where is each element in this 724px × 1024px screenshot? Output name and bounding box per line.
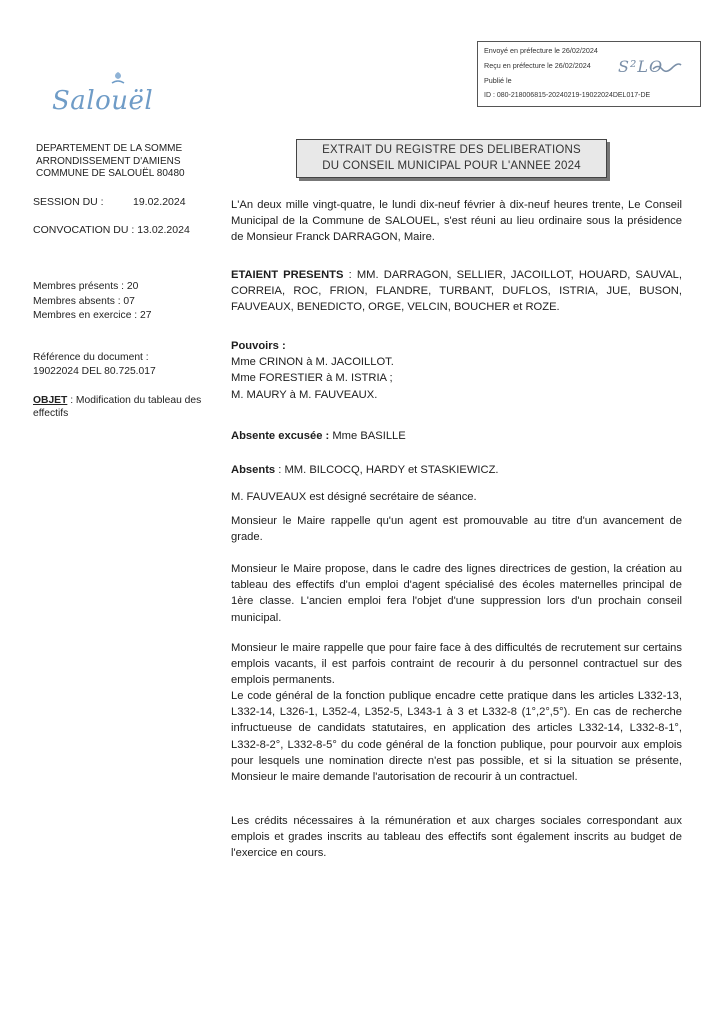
absents-label: Absents — [231, 464, 276, 476]
department-header — [36, 143, 226, 181]
document-reference — [33, 351, 156, 378]
signature-swoosh-icon — [652, 63, 682, 73]
paragraph-proposal: Monsieur le Maire propose, dans le cadre des lignes directrices de gestion, la création au tableau des effectifs d'un emploi d'agent spécialisé des écoles maternelles principal de 1ère classe. L'ancien emploi fera l'objet d'une suppression lors d'un prochain conseil municipal. — [231, 563, 682, 624]
commune-logo — [52, 70, 172, 120]
intro-paragraph: L'An deux mille vingt-quatre, le lundi dix-neuf février à dix-neuf heures trente, Le Conseil Municipal de la Commune de SALOUEL, s'est réuni au lieu ordinaire sous la présidence de Monsieur Franck DARRAGON, Maire. — [231, 199, 682, 244]
present-members — [231, 267, 682, 316]
members-count — [33, 280, 151, 324]
reference-label: Référence du document : — [33, 352, 149, 363]
paragraph-promotion: Monsieur le Maire rappelle qu'un agent est promouvable au titre d'un avancement de grade. — [231, 515, 682, 544]
reference-value: 19022024 DEL 80.725.017 — [33, 365, 156, 377]
excused-absence — [231, 428, 682, 444]
department-name: DEPARTEMENT DE LA SOMME — [36, 143, 183, 154]
present-label: ETAIENT PRESENTS — [231, 269, 344, 281]
object-label: OBJET — [33, 395, 68, 406]
present-list: : MM. DARRAGON, SELLIER, JACOILLOT, HOUARD, SAUVAL, CORREIA, ROC, FRION, FLANDRE, TURBANT, DUFLOS, ISTRIA, JUE, BUSON, FAUVEAUX, BENEDICTO, ORGE, VELCIN, BOUCHER et ROZE. — [231, 269, 682, 314]
paragraph-recruitment: Monsieur le maire rappelle que pour faire face à des difficultés de recrutement sur certains emplois vacants, il est parfois contraint de recourir à du personnel contractuel sur des emplois permanents. — [231, 642, 682, 687]
convocation-date: CONVOCATION DU : 13.02.2024 — [33, 224, 190, 236]
session-label: SESSION DU : — [33, 196, 104, 208]
stamp-id: ID : 080-218006815-20240219-19022024DEL017-DE — [484, 92, 651, 99]
pouvoirs-section — [231, 338, 682, 403]
paragraph-legal-code: Le code général de la fonction publique encadre cette pratique dans les articles L332-13, L332-14, L326-1, L352-4, L352-5, L343-1 à 3 et L332-8 (1°,2°,5°). En cas de recherche infructueuse de candidats statutaires, en application des articles L332-14, L332-8-1°, L332-8-2°, L332-8-5° du code général de la fonction publique, pour pourvoir aux emplois pour lesquels une nomination directe n'est pas possible, et si la situation se présente, Monsieur le maire demande l'autorisation de recourir à un contractuel. — [231, 690, 682, 784]
slo-signature: S²LO — [618, 57, 663, 76]
members-absent: Membres absents : 07 — [33, 295, 135, 307]
deliberation-object — [33, 394, 203, 420]
absents-list: : MM. BILCOCQ, HARDY et STASKIEWICZ. — [275, 464, 499, 476]
arrondissement-name: ARRONDISSEMENT D'AMIENS — [36, 155, 181, 167]
pouvoirs-label: Pouvoirs : — [231, 340, 286, 352]
pouvoir-item: Mme CRINON à M. JACOILLOT. — [231, 356, 394, 369]
secretary-line: M. FAUVEAUX est désigné secrétaire de séance. — [231, 491, 477, 503]
stamp-sent-date: Envoyé en préfecture le 26/02/2024 — [484, 46, 598, 55]
title-line-1: EXTRAIT DU REGISTRE DES DELIBERATIONS — [322, 144, 581, 156]
excused-name: Mme BASILLE — [329, 430, 406, 442]
session-date: 19.02.2024 — [133, 196, 186, 208]
stamp-published: Publié le — [484, 76, 512, 85]
paragraph-credits: Les crédits nécessaires à la rémunération et aux charges sociales correspondant aux emplois et grades inscrits au tableau des effectifs sont également inscrits au budget de l'exercice en cours. — [231, 815, 682, 860]
pouvoir-item: M. MAURY à M. FAUVEAUX. — [231, 388, 378, 401]
prefecture-stamp — [477, 41, 701, 107]
register-title — [296, 139, 607, 178]
excused-label: Absente excusée : — [231, 430, 330, 442]
commune-name: COMMUNE DE SALOUËL 80480 — [36, 168, 185, 179]
members-exercise: Membres en exercice : 27 — [33, 310, 152, 321]
object-text: : Modification du tableau des effectifs — [33, 395, 202, 419]
title-line-2: DU CONSEIL MUNICIPAL POUR L'ANNEE 2024 — [322, 159, 581, 172]
members-present: Membres présents : 20 — [33, 281, 139, 292]
absents — [231, 462, 682, 478]
logo-text: Salouël — [52, 86, 154, 116]
pouvoir-item: Mme FORESTIER à M. ISTRIA ; — [231, 372, 393, 385]
stamp-received-date: Reçu en préfecture le 26/02/2024 — [484, 61, 591, 70]
